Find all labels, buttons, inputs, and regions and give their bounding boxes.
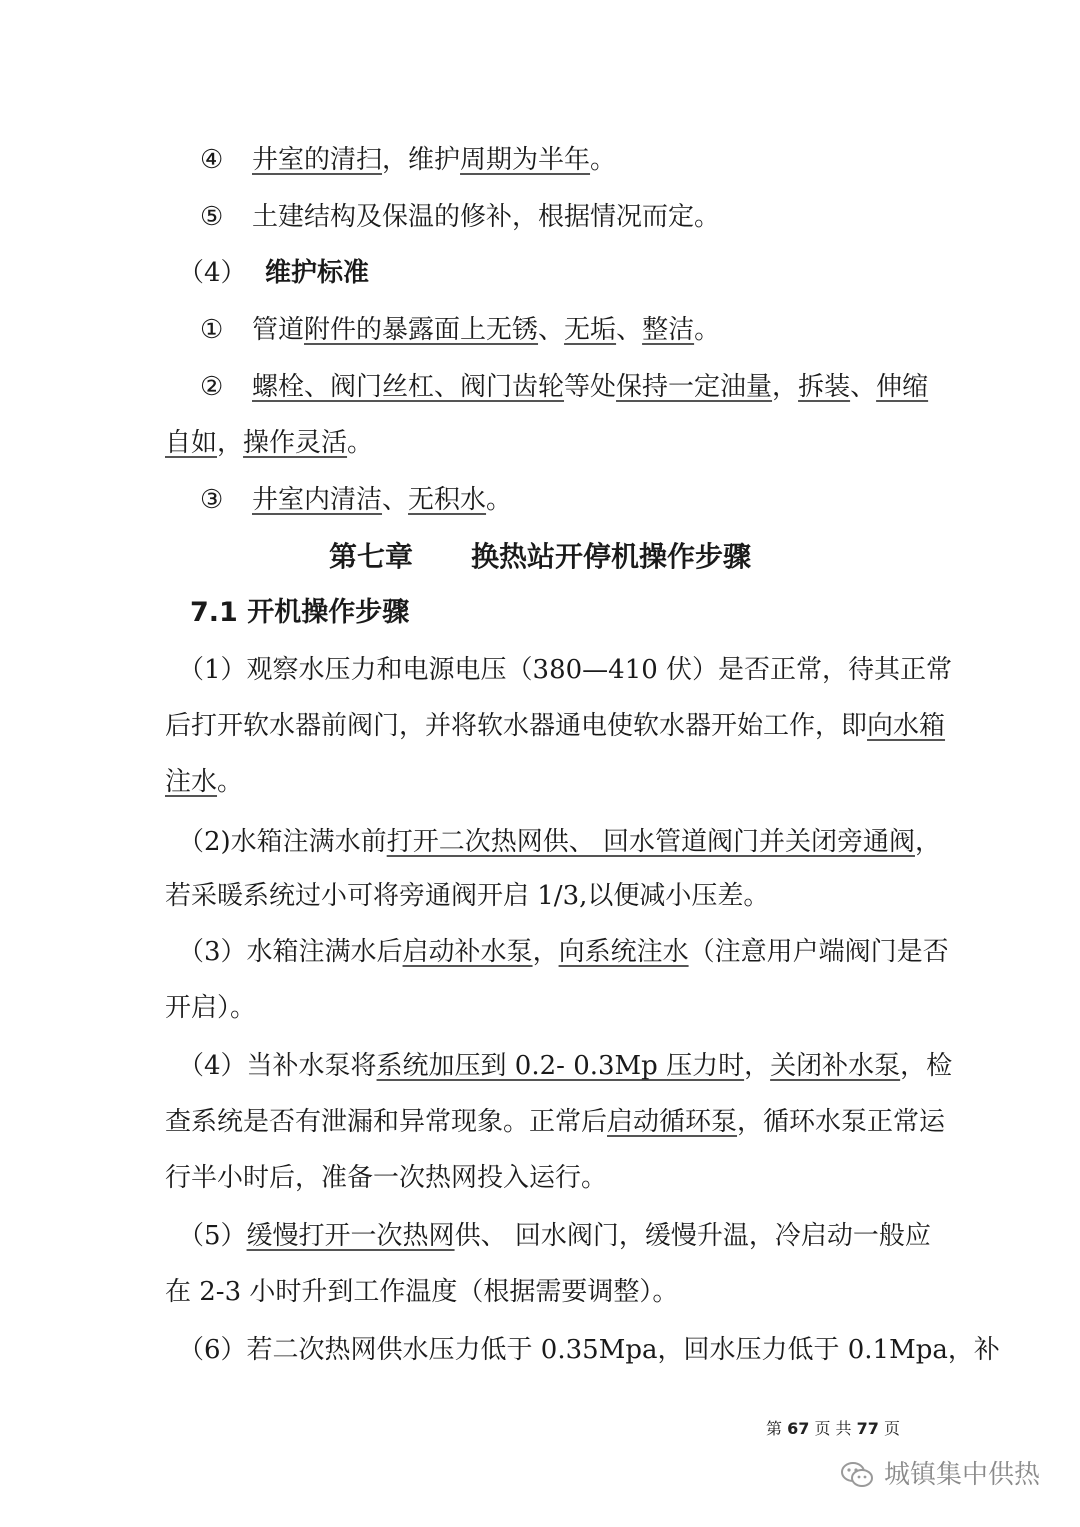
heading-text: 维护标准 bbox=[265, 258, 370, 288]
chapter-heading bbox=[0, 538, 1080, 576]
text: ， bbox=[744, 1051, 771, 1081]
footer-text: 页 bbox=[878, 1419, 900, 1438]
wechat-icon bbox=[840, 1460, 874, 1490]
text: （1）观察水压力和电源电压（380—410 伏）是否正常，待其正常 bbox=[178, 655, 953, 685]
text: ，检 bbox=[900, 1051, 953, 1081]
text: 管道 bbox=[252, 315, 305, 345]
text: ， bbox=[914, 827, 941, 857]
text: 在 2-3 小时升到工作温度（根据需要调整）。 bbox=[165, 1277, 679, 1307]
text-underlined: 保持一定油量 bbox=[616, 372, 773, 402]
text-underlined: 拆装 bbox=[798, 372, 851, 402]
text-underlined: 伸缩 bbox=[876, 372, 929, 402]
text: 开启）。 bbox=[165, 993, 257, 1023]
text: ， bbox=[772, 372, 799, 402]
item-number: ② bbox=[200, 372, 224, 402]
text: 若采暖系统过小可将旁通阀开启 1/3,以便减小压差。 bbox=[165, 881, 770, 911]
text: 、 bbox=[616, 315, 643, 345]
text-underlined: 井室的清扫 bbox=[252, 145, 383, 175]
text: （3）水箱注满水后 bbox=[178, 937, 403, 967]
text: 供、 回水阀门，缓慢升温，冷启动一般应 bbox=[454, 1221, 931, 1251]
page-number: 67 bbox=[787, 1419, 810, 1438]
text: 行半小时后，准备一次热网投入运行。 bbox=[165, 1163, 608, 1193]
text-underlined: 启动循环泵 bbox=[607, 1107, 738, 1137]
watermark-text: 城镇集中供热 bbox=[884, 1460, 1041, 1490]
text-underlined: 打开二次热网供、 回水管道阀门并关闭旁通阀 bbox=[386, 827, 915, 857]
text-underlined: 周期为半年 bbox=[460, 145, 591, 175]
text: 。 bbox=[486, 485, 513, 515]
text-underlined: 向系统注水 bbox=[558, 937, 689, 967]
footer-text: 页 共 bbox=[809, 1419, 857, 1438]
text-underlined: 自如 bbox=[165, 428, 218, 458]
text: 。 bbox=[217, 767, 244, 797]
text-underlined: 附件的暴露面上无锈 bbox=[304, 315, 539, 345]
text: 等处 bbox=[564, 372, 617, 402]
chapter-label: 第七章 bbox=[328, 540, 413, 573]
text: ，循环水泵正常运 bbox=[737, 1107, 946, 1137]
text: 。 bbox=[590, 145, 617, 175]
text-underlined: 无垢 bbox=[564, 315, 617, 345]
text: 后打开软水器前阀门，并将软水器通电使软水器开始工作，即 bbox=[165, 711, 868, 741]
text: ， bbox=[217, 428, 244, 458]
text: （6）若二次热网供水压力低于 0.35Mpa，回水压力低于 0.1Mpa，补 bbox=[178, 1335, 1000, 1365]
text-underlined: 关闭补水泵 bbox=[770, 1051, 901, 1081]
text: 、 bbox=[538, 315, 565, 345]
text: ， bbox=[532, 937, 559, 967]
text: （注意用户端阀门是否 bbox=[688, 937, 949, 967]
text: （2)水箱注满水前 bbox=[178, 827, 387, 857]
heading-number: （4） bbox=[178, 258, 247, 288]
text-underlined: 启动补水泵 bbox=[402, 937, 533, 967]
text-underlined: 螺栓、阀门丝杠、阀门齿轮 bbox=[252, 372, 565, 402]
item-number: ① bbox=[200, 315, 224, 345]
text-underlined: 无积水 bbox=[408, 485, 487, 515]
text-underlined: 缓慢打开一次热网 bbox=[246, 1221, 455, 1251]
page-total: 77 bbox=[856, 1419, 879, 1438]
item-number: ③ bbox=[200, 485, 224, 515]
text: 。 bbox=[694, 315, 721, 345]
text: 、 bbox=[850, 372, 877, 402]
text: （5） bbox=[178, 1221, 247, 1251]
chapter-title: 换热站开停机操作步骤 bbox=[471, 540, 752, 573]
text-underlined: 向水箱 bbox=[867, 711, 946, 741]
text: ，维护 bbox=[382, 145, 461, 175]
text-underlined: 操作灵活 bbox=[243, 428, 348, 458]
section-heading: 7.1 开机操作步骤 bbox=[190, 597, 410, 628]
text: 查系统是否有泄漏和异常现象。正常后 bbox=[165, 1107, 608, 1137]
item-number: ⑤ bbox=[200, 202, 224, 232]
text-underlined: 整洁 bbox=[642, 315, 695, 345]
footer-text: 第 bbox=[766, 1419, 788, 1438]
text-underlined: 系统加压到 0.2- 0.3Mp 压力时 bbox=[376, 1051, 745, 1081]
text-underlined: 注水 bbox=[165, 767, 218, 797]
text: （4）当补水泵将 bbox=[178, 1051, 377, 1081]
page-footer bbox=[0, 1418, 900, 1440]
text: 、 bbox=[382, 485, 409, 515]
watermark bbox=[840, 1458, 1040, 1492]
item-number: ④ bbox=[200, 145, 224, 175]
text-underlined: 井室内清洁 bbox=[252, 485, 383, 515]
text: 。 bbox=[347, 428, 374, 458]
item-text: 土建结构及保温的修补，根据情况而定。 bbox=[252, 202, 721, 232]
